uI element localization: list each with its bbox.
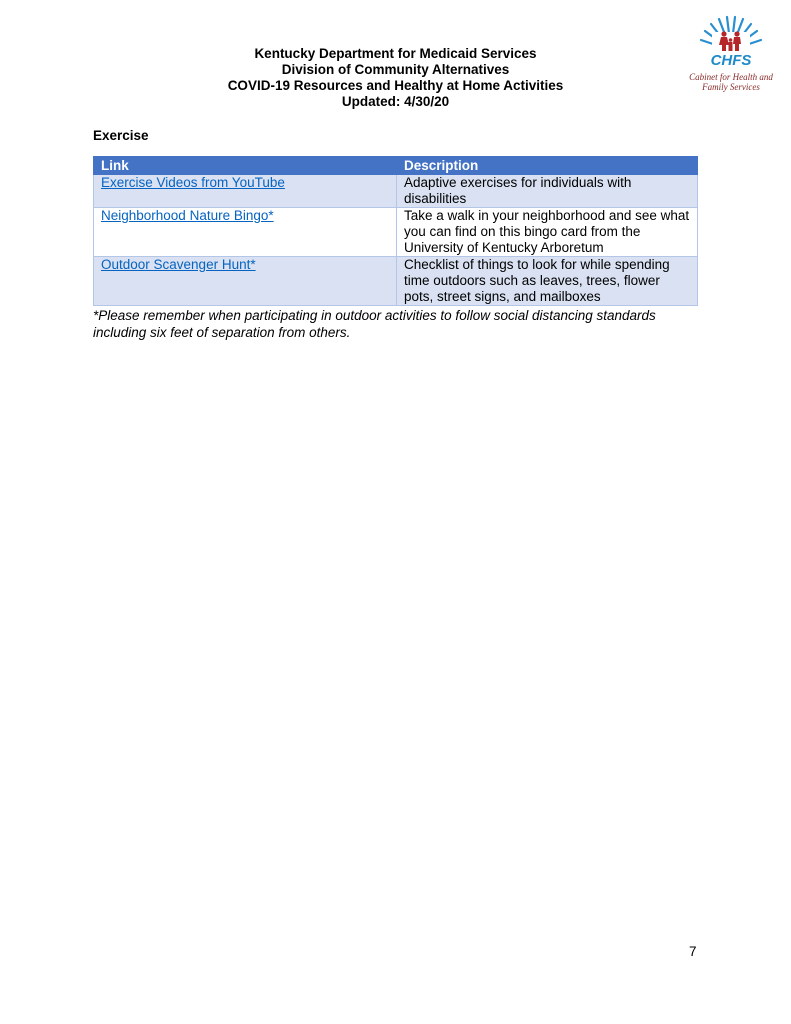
logo-tagline-1: Cabinet for Health and [689, 72, 773, 82]
table-cell-link [94, 257, 397, 306]
table-cell-description: Checklist of things to look for while spending time outdoors such as leaves, trees, flower pots, street signs, and mailboxes [397, 257, 698, 306]
document-header [0, 46, 791, 110]
table-cell-link [94, 208, 397, 257]
table-cell-description: Take a walk in your neighborhood and see what you can find on this bingo card from the University of Kentucky Arboretum [397, 208, 698, 257]
page-number: 7 [689, 944, 697, 959]
exercise-table [93, 156, 698, 306]
table-row [94, 257, 698, 306]
header-line-1: Kentucky Department for Medicaid Services [254, 46, 537, 61]
table-cell-description: Adaptive exercises for individuals with disabilities [397, 175, 698, 208]
header-line-3: COVID-19 Resources and Healthy at Home Activities [227, 78, 564, 93]
table-header-row [94, 157, 698, 175]
chfs-logo [688, 14, 774, 94]
footnote: *Please remember when participating in outdoor activities to follow social distancing standards including six feet of separation from others. [93, 308, 656, 340]
table-row [94, 175, 698, 208]
exercise-videos-link[interactable]: Exercise Videos from YouTube [101, 175, 285, 190]
logo-wordmark: CHFS [710, 52, 752, 69]
section-title: Exercise [93, 128, 149, 143]
scavenger-hunt-link[interactable]: Outdoor Scavenger Hunt* [101, 257, 256, 272]
header-line-4: Updated: 4/30/20 [341, 94, 450, 109]
sunburst-figures-icon [688, 14, 774, 52]
table-row [94, 208, 698, 257]
header-line-2: Division of Community Alternatives [281, 62, 510, 77]
nature-bingo-link[interactable]: Neighborhood Nature Bingo* [101, 208, 274, 223]
table-cell-link [94, 175, 397, 208]
column-header-link: Link [94, 157, 397, 175]
column-header-description: Description [397, 157, 698, 175]
logo-tagline-2: Family Services [702, 82, 760, 92]
